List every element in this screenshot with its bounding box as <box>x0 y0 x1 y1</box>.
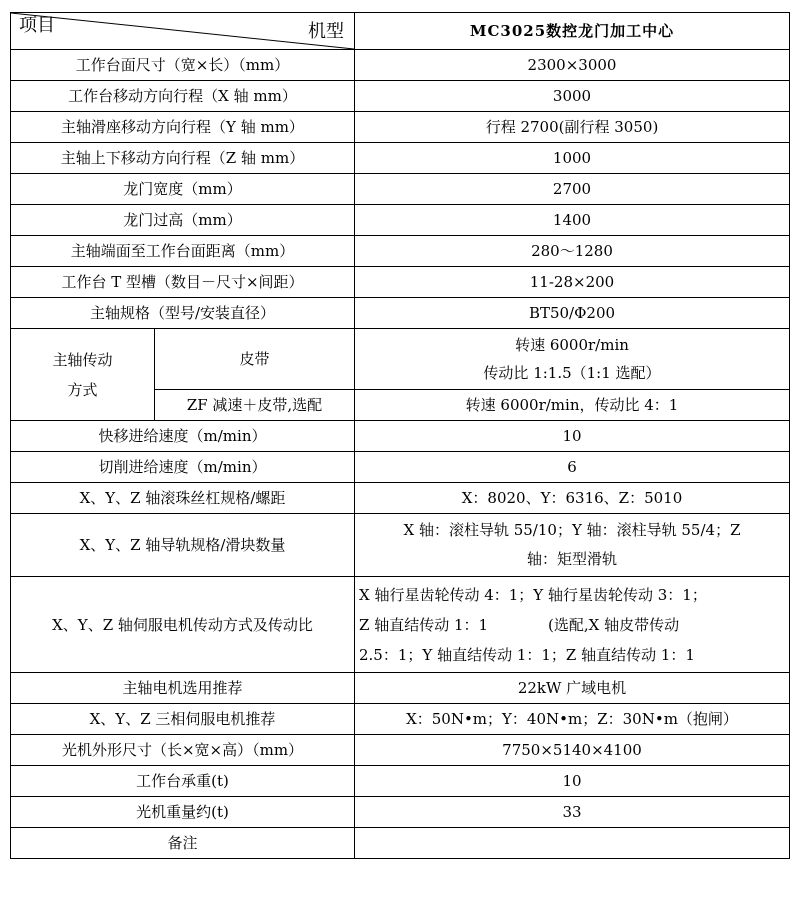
table-row <box>11 267 790 298</box>
table-row <box>11 298 790 329</box>
value-cell: 行程 2700(副行程 3050) <box>355 112 790 143</box>
value-cell: 7750×5140×4100 <box>355 735 790 766</box>
value-cell: 10 <box>355 766 790 797</box>
param-cell: 主轴电机选用推荐 <box>11 673 355 704</box>
param-cell: 工作台移动方向行程（X 轴 mm） <box>11 81 355 112</box>
item-label: 项目 <box>19 15 55 36</box>
param-cell: 快移进给速度（m/min） <box>11 421 355 452</box>
table-row <box>11 112 790 143</box>
param-cell: X、Y、Z 轴滚珠丝杠规格/螺距 <box>11 483 355 514</box>
param-cell: 主轴规格（型号/安装直径） <box>11 298 355 329</box>
table-row <box>11 673 790 704</box>
guide-param: X、Y、Z 轴导轨规格/滑块数量 <box>11 514 355 577</box>
table-row <box>11 50 790 81</box>
value-cell <box>355 828 790 859</box>
drive-label-line2: 方式 <box>67 380 98 399</box>
table-row <box>11 205 790 236</box>
param-cell: 主轴上下移动方向行程（Z 轴 mm） <box>11 143 355 174</box>
drive-label-line1: 主轴传动 <box>52 350 113 369</box>
value-cell: 11-28×200 <box>355 267 790 298</box>
value-cell: 10 <box>355 421 790 452</box>
param-cell: X、Y、Z 三相伺服电机推荐 <box>11 704 355 735</box>
header-row <box>11 13 790 50</box>
model-name: MC3025数控龙门加工中心 <box>355 13 790 50</box>
guide-value-cell <box>355 514 790 577</box>
table-row <box>11 81 790 112</box>
value-cell: 2300×3000 <box>355 50 790 81</box>
param-cell: 备注 <box>11 828 355 859</box>
value-cell: 1400 <box>355 205 790 236</box>
value-cell: 33 <box>355 797 790 828</box>
servo-param: X、Y、Z 轴伺服电机传动方式及传动比 <box>11 577 355 673</box>
belt-value-line2: 传动比 1:1.5（1:1 选配） <box>483 364 661 382</box>
drive-label-cell <box>11 329 155 421</box>
table-row <box>11 236 790 267</box>
belt-value-line1: 转速 6000r/min <box>515 336 629 354</box>
param-cell: 光机外形尺寸（长×宽×高）（mm） <box>11 735 355 766</box>
table-row <box>11 421 790 452</box>
value-cell: 2700 <box>355 174 790 205</box>
servo-value-line2: Z 轴直结传动 1：1 (选配,X 轴皮带传动 <box>359 615 680 634</box>
zf-value: 转速 6000r/min，传动比 4：1 <box>355 390 790 421</box>
belt-value-cell <box>355 329 790 390</box>
value-cell: 6 <box>355 452 790 483</box>
table-row <box>11 174 790 205</box>
servo-row <box>11 577 790 673</box>
spec-table <box>10 12 790 859</box>
guide-value-line1: X 轴：滚柱导轨 55/10；Y 轴：滚柱导轨 55/4；Z <box>403 521 741 539</box>
table-row <box>11 143 790 174</box>
value-cell: 280～1280 <box>355 236 790 267</box>
model-label: 机型 <box>308 21 344 42</box>
param-cell: 龙门宽度（mm） <box>11 174 355 205</box>
value-cell: 3000 <box>355 81 790 112</box>
value-cell: X：50N•m；Y：40N•m；Z：30N•m（抱闸） <box>355 704 790 735</box>
table-row <box>11 704 790 735</box>
value-cell: X：8020、Y：6316、Z：5010 <box>355 483 790 514</box>
table-row <box>11 828 790 859</box>
table-row <box>11 452 790 483</box>
value-cell: BT50/Φ200 <box>355 298 790 329</box>
drive-belt-row <box>11 329 790 390</box>
guide-row <box>11 514 790 577</box>
param-cell: 工作台面尺寸（宽×长）（mm） <box>11 50 355 81</box>
servo-value-line3: 2.5：1；Y 轴直结传动 1：1；Z 轴直结传动 1：1 <box>359 645 695 664</box>
param-cell: 主轴端面至工作台面距离（mm） <box>11 236 355 267</box>
zf-label: ZF 减速＋皮带,选配 <box>155 390 355 421</box>
belt-label: 皮带 <box>155 329 355 390</box>
guide-value-line2: 轴：矩型滑轨 <box>526 550 617 568</box>
servo-value-cell <box>355 577 790 673</box>
table-row <box>11 766 790 797</box>
param-cell: 光机重量约(t) <box>11 797 355 828</box>
table-row <box>11 797 790 828</box>
param-cell: 工作台承重(t) <box>11 766 355 797</box>
param-cell: 工作台 T 型槽（数目－尺寸×间距） <box>11 267 355 298</box>
param-cell: 切削进给速度（m/min） <box>11 452 355 483</box>
diagonal-line <box>11 13 354 49</box>
servo-value-line1: X 轴行星齿轮传动 4：1；Y 轴行星齿轮传动 3：1； <box>359 585 707 604</box>
value-cell: 22kW 广域电机 <box>355 673 790 704</box>
param-cell: 龙门过高（mm） <box>11 205 355 236</box>
value-cell: 1000 <box>355 143 790 174</box>
header-diagonal-cell <box>11 13 355 50</box>
table-row <box>11 735 790 766</box>
table-row <box>11 483 790 514</box>
param-cell: 主轴滑座移动方向行程（Y 轴 mm） <box>11 112 355 143</box>
